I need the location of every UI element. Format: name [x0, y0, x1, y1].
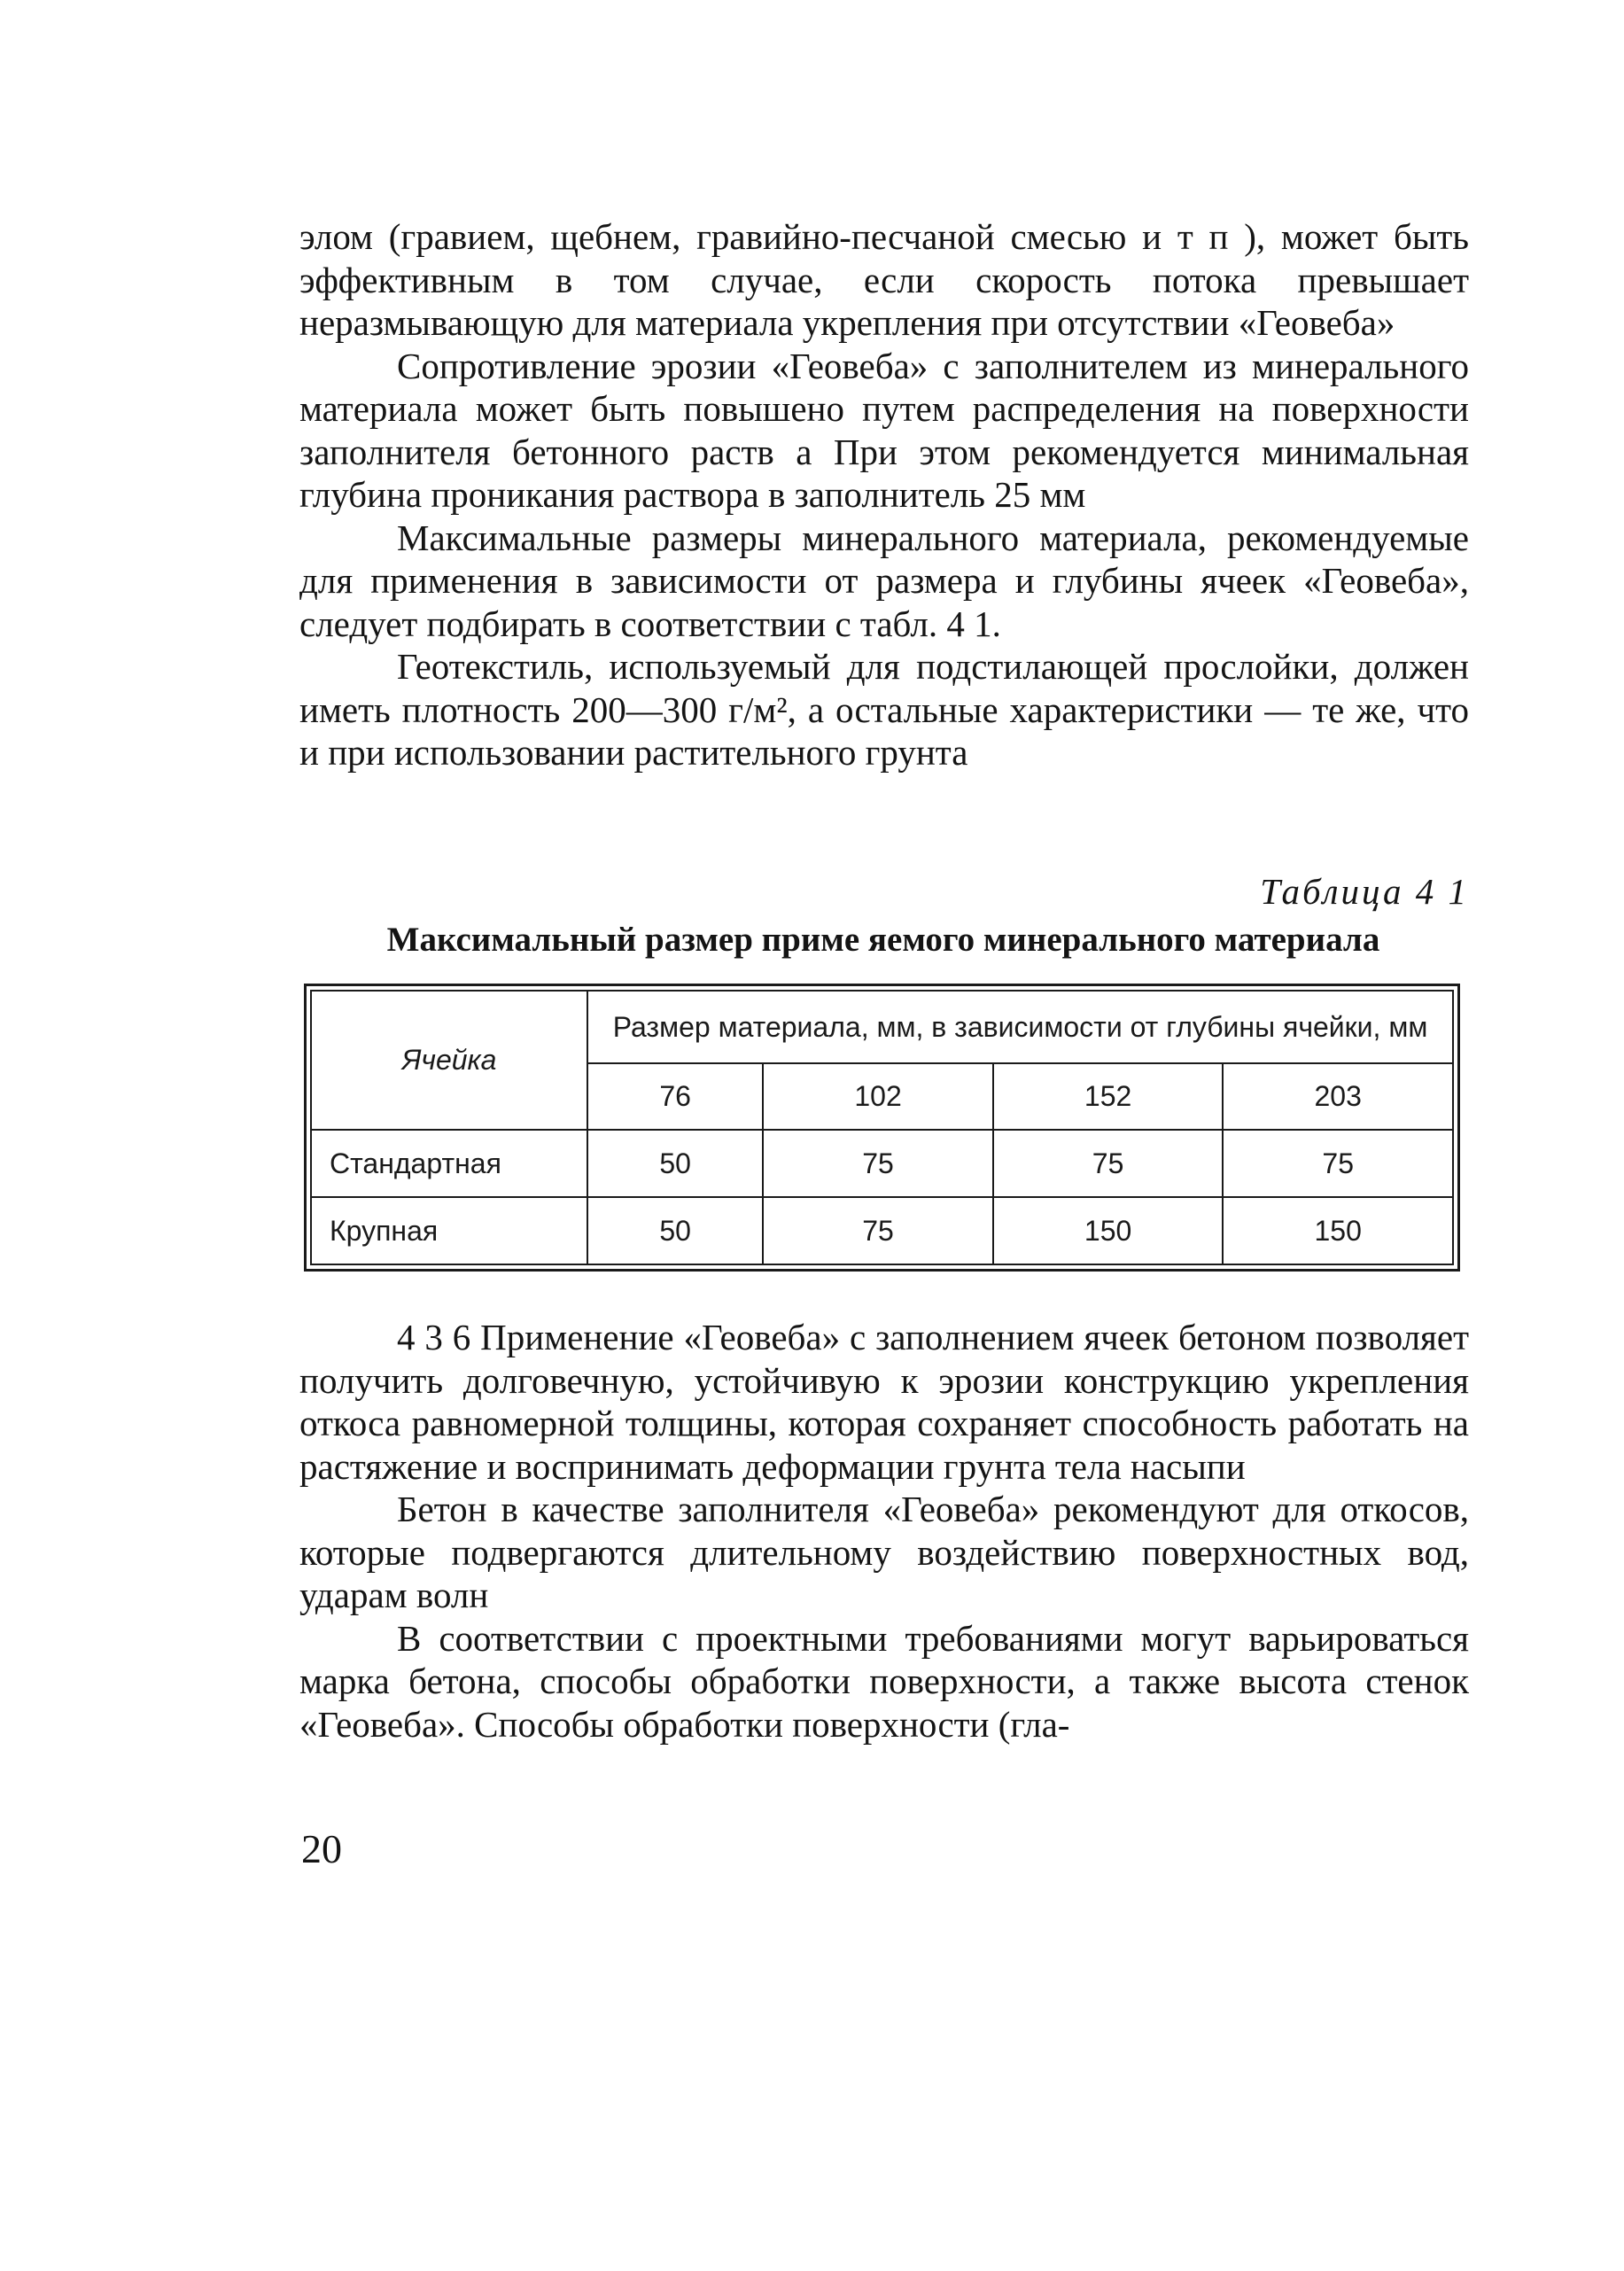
table-title: Максимальный размер приме яемого минерального материала [386, 921, 1380, 959]
body-text-bottom [299, 1316, 1469, 1746]
material-size-table [304, 984, 1460, 1272]
depth-header-cell: 102 [763, 1063, 993, 1131]
depth-header-cell: 76 [587, 1063, 763, 1131]
paragraph-erosion-resistance: Сопротивление эрозии «Геовеба» с заполнителем из минерального материала может быть повышено путем распределения на поверхности заполнителя бетонного раств а При этом рекомендуется минимальная глубина проникания раствора в заполнитель 25 мм [299, 345, 1469, 515]
row-label-cell: Стандартная [311, 1130, 587, 1197]
depth-header-cell: 152 [993, 1063, 1224, 1131]
row-label-cell: Крупная [311, 1197, 587, 1264]
group-header-cell: Размер материала, мм, в зависимости от глубины ячейки, мм [587, 991, 1453, 1063]
page-number: 20 [301, 1826, 342, 1871]
paragraph-concrete-fill: 4 3 6 Применение «Геовеба» с заполнением ячеек бетоном позволяет получить долговечную, устойчивую к эрозии конструкцию укрепления откоса равномерной толщины, которая сохраняет способность работать на растяжение и воспринимать деформации грунта тела насыпи [299, 1317, 1469, 1487]
paragraph-design-requirements: В соответствии с проектными требованиями могут варьироваться марка бетона, способы обработки поверхности, а также высота стенок «Геовеба». Способы обработки поверхности (гла- [299, 1617, 1469, 1745]
table-cell: 150 [1223, 1197, 1453, 1264]
table-cell: 75 [993, 1130, 1224, 1197]
table-label: Таблица 4 1 [1260, 871, 1469, 912]
paragraph-max-sizes: Максимальные размеры минерального материала, рекомендуемые для применения в зависимости от размера и глубины ячеек «Геовеба», следует подбирать в соответствии с табл. 4 1. [299, 517, 1469, 644]
corner-header-cell [311, 991, 587, 1130]
corner-header-text: Ячейка [401, 1044, 497, 1077]
table-cell: 75 [763, 1197, 993, 1264]
table-cell: 150 [993, 1197, 1224, 1264]
table-cell: 75 [1223, 1130, 1453, 1197]
table-row [311, 1197, 1453, 1264]
table-cell: 50 [587, 1130, 763, 1197]
table-row [311, 1130, 1453, 1197]
table-cell: 50 [587, 1197, 763, 1264]
paragraph-concrete-usage: Бетон в качестве заполнителя «Геовеба» рекомендуют для откосов, которые подвергаются длительному воздействию поверхностных вод, ударам волн [299, 1489, 1469, 1615]
table-header-row [311, 991, 1453, 1063]
depth-header-cell: 203 [1223, 1063, 1453, 1131]
material-size-grid [310, 990, 1454, 1265]
paragraph-geotextile: Геотекстиль, используемый для подстилающей прослойки, должен иметь плотность 200—300 г/м², а остальные характеристики — те же, что и при использовании растительного грунта [299, 646, 1469, 773]
paragraph-continuation: элом (гравием, щебнем, гравийно-песчаной смесью и т п ), может быть эффективным в том случае, если скорость потока превышает неразмывающую для материала укрепления при отсутствии «Геовеба» [299, 216, 1469, 343]
table-cell: 75 [763, 1130, 993, 1197]
body-text-top [299, 215, 1469, 774]
